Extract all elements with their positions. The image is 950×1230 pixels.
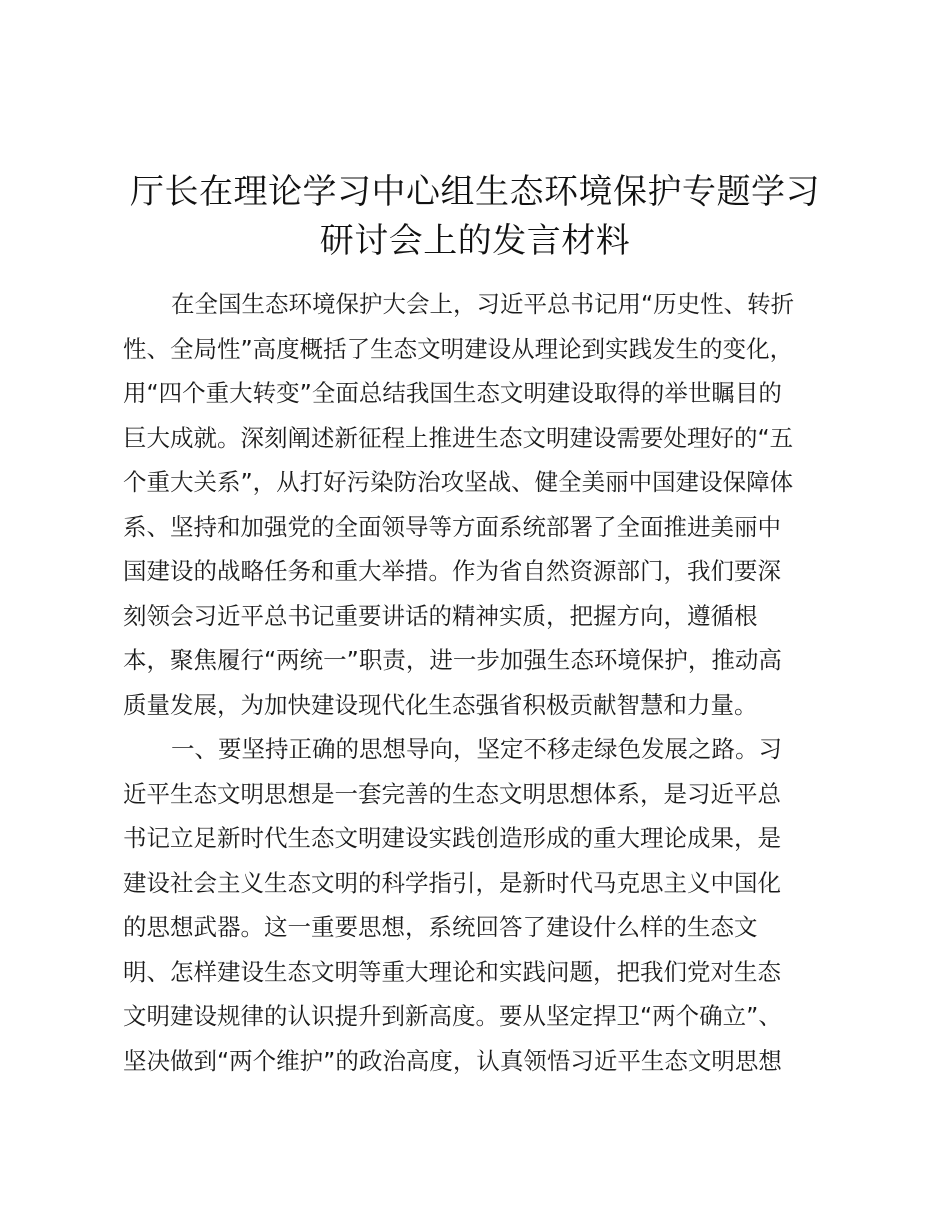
text-line: 本，聚焦履行“两统一”职责，进一步加强生态环境保护，推动高	[123, 646, 782, 674]
text-line: 文明建设规律的认识提升到新高度。要从坚定捍卫“两个确立”、	[123, 1002, 782, 1030]
text-line: 在全国生态环境保护大会上，习近平总书记用“历史性、转折	[171, 290, 795, 318]
document-title	[110, 168, 840, 266]
text-line: 刻领会习近平总书记重要讲话的精神实质，把握方向，遵循根	[123, 601, 758, 630]
document-body	[123, 282, 833, 1083]
text-line: 性、全局性”高度概括了生态文明建设从理论到实践发生的变化，	[123, 334, 794, 363]
text-line: 个重大关系”，从打好污染防治攻坚战、健全美丽中国建设保障体	[123, 468, 794, 496]
paragraph-section-one	[123, 727, 833, 1083]
text-line: 明、怎样建设生态文明等重大理论和实践问题，把我们党对生态	[123, 957, 781, 986]
text-line: 建设社会主义生态文明的科学指引，是新时代马克思主义中国化	[123, 868, 781, 897]
paragraph-intro	[123, 282, 833, 727]
text-line: 巨大成就。深刻阐述新征程上推进生态文明建设需要处理好的“五	[123, 423, 794, 452]
title-line-1: 厅长在理论学习中心组生态环境保护专题学习	[130, 172, 820, 212]
text-line: 一、要坚持正确的思想导向，坚定不移走绿色发展之路。习	[171, 735, 782, 763]
title-line-2: 研讨会上的发言材料	[319, 221, 631, 261]
text-line: 坚决做到“两个维护”的政治高度，认真领悟习近平生态文明思想	[123, 1046, 782, 1075]
text-line: 书记立足新时代生态文明建设实践创造形成的重大理论成果，是	[123, 824, 781, 852]
text-line: 系、坚持和加强党的全面领导等方面系统部署了全面推进美丽中	[123, 512, 781, 541]
text-line: 用“四个重大转变”全面总结我国生态文明建设取得的举世瞩目的	[123, 379, 782, 407]
text-line: 近平生态文明思想是一套完善的生态文明思想体系，是习近平总	[123, 779, 781, 808]
text-line: 国建设的战略任务和重大举措。作为省自然资源部门，我们要深	[123, 557, 781, 585]
text-line: 的思想武器。这一重要思想，系统回答了建设什么样的生态文	[123, 913, 758, 941]
text-line: 质量发展，为加快建设现代化生态强省积极贡献智慧和力量。	[123, 690, 758, 719]
